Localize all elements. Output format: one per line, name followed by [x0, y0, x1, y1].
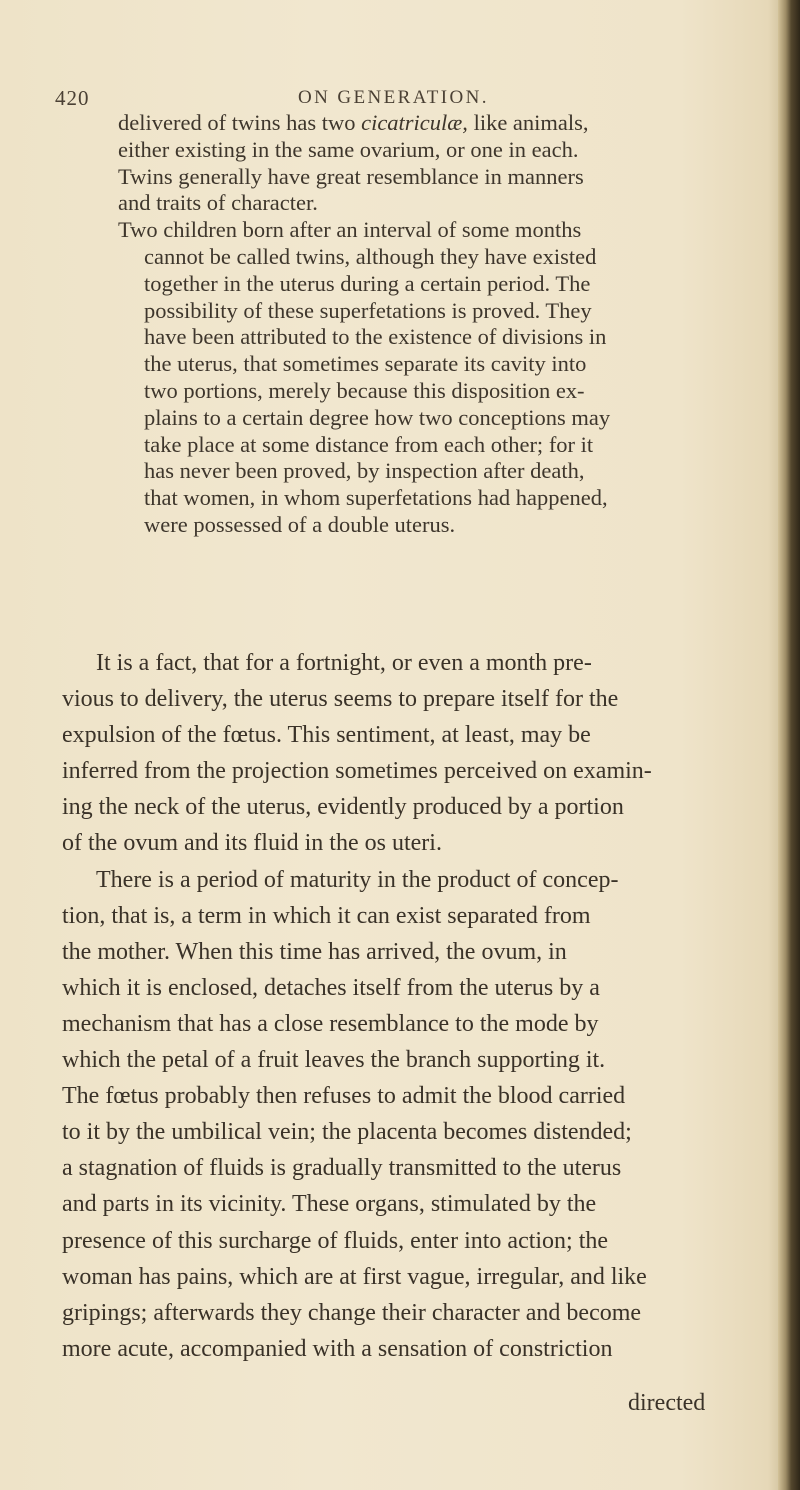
large-type-block	[62, 645, 726, 1367]
text-line: woman has pains, which are at first vague, irregular, and like	[62, 1263, 647, 1290]
text-line: which the petal of a fruit leaves the branch supporting it.	[62, 1047, 606, 1074]
text-line: the mother. When this time has arrived, the ovum, in	[62, 938, 567, 965]
book-binding-edge	[778, 0, 800, 1490]
text-line: It is a fact, that for a fortnight, or even a month pre-	[96, 650, 592, 676]
small-type-block	[118, 110, 723, 539]
text-line: together in the uterus during a certain period. The	[144, 270, 591, 296]
text-line: were possessed of a double uterus.	[144, 511, 456, 537]
text-line: plains to a certain degree how two conceptions may	[144, 404, 611, 430]
italic-term: cicatriculæ,	[361, 110, 468, 135]
text-line: have been attributed to the existence of divisions in	[144, 324, 607, 350]
text-line: presence of this surcharge of fluids, enter into action; the	[62, 1227, 609, 1254]
paragraph-maturity-of-conception	[62, 862, 726, 1367]
text-line: possibility of these superfetations is proved. They	[144, 297, 592, 323]
text-line: of the ovum and its fluid in the os uteri.	[62, 830, 442, 857]
text-line: The fœtus probably then refuses to admit the blood carried	[62, 1083, 626, 1110]
text-line: either existing in the same ovarium, or one in each.	[118, 136, 579, 162]
paragraph-superfetation	[118, 217, 723, 539]
text-line: Twins generally have great resemblance in manners	[118, 163, 584, 189]
text-line: which it is enclosed, detaches itself from the uterus by a	[62, 974, 600, 1001]
text-line: more acute, accompanied with a sensation of constriction	[62, 1335, 613, 1362]
text-line: and traits of character.	[118, 190, 318, 216]
text-line: cannot be called twins, although they have existed	[144, 243, 597, 269]
text-line: expulsion of the fœtus. This sentiment, at least, may be	[62, 722, 591, 749]
text-line: a stagnation of fluids is gradually transmitted to the uterus	[62, 1155, 622, 1182]
text-line: vious to delivery, the uterus seems to prepare itself for the	[62, 686, 619, 713]
paragraph-twins-resemblance	[118, 110, 723, 217]
text-line: inferred from the projection sometimes perceived on examin-	[62, 758, 652, 785]
text-line: that women, in whom superfetations had happened,	[144, 485, 608, 511]
text-line: mechanism that has a close resemblance to the mode by	[62, 1010, 599, 1037]
catchword: directed	[628, 1390, 706, 1416]
text-line: gripings; afterwards they change their character and become	[62, 1299, 642, 1326]
text-line: There is a period of maturity in the product of concep-	[96, 866, 619, 893]
text-line: has never been proved, by inspection after death,	[144, 458, 585, 484]
text-line: take place at some distance from each other; for it	[144, 431, 594, 457]
text-line: Two children born after an interval of some months	[118, 217, 582, 243]
text-line: two portions, merely because this disposition ex-	[144, 377, 585, 403]
text-line: ing the neck of the uterus, evidently produced by a portion	[62, 794, 624, 821]
text-line: and parts in its vicinity. These organs, stimulated by the	[62, 1191, 597, 1218]
text-line: the uterus, that sometimes separate its cavity into	[144, 351, 587, 377]
paragraph-preparation-for-delivery	[62, 645, 726, 862]
running-title: ON GENERATION.	[298, 87, 489, 108]
page-number: 420	[55, 86, 90, 110]
text-line: to it by the umbilical vein; the placenta becomes distended;	[62, 1119, 632, 1146]
text-line: tion, that is, a term in which it can exist separated from	[62, 902, 591, 929]
text-line: delivered of twins has two cicatriculæ, like animals,	[118, 110, 589, 135]
